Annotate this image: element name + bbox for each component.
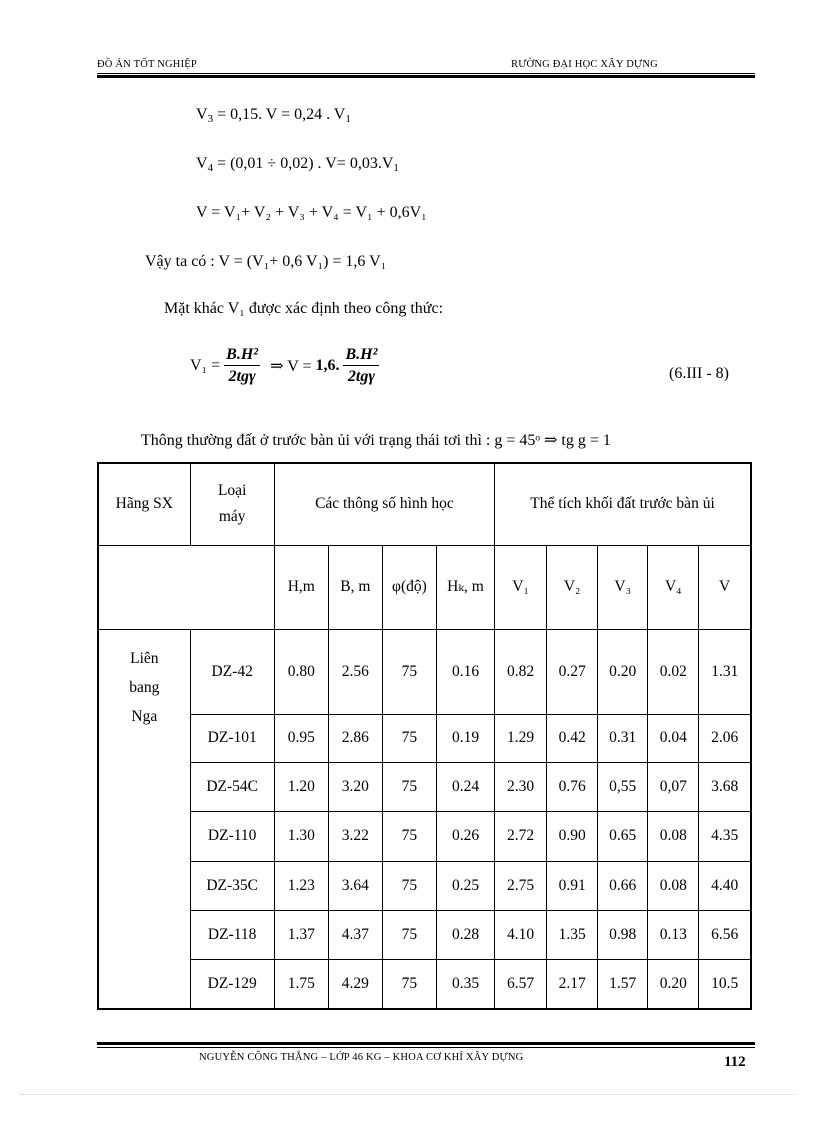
cell-model: DZ-42: [190, 629, 274, 714]
cell: 2.17: [547, 959, 598, 1009]
cell: 10.5: [699, 959, 751, 1009]
cell: 0.91: [547, 861, 598, 910]
cell-model: DZ-101: [190, 714, 274, 762]
vay-ta-co: Vậy ta có : V = (V₁+ 0,6 V₁) = 1,6 V₁: [145, 253, 387, 270]
cell: 0.25: [436, 861, 494, 910]
equation-v3: $V_3 = 0,15$. V = 0,24 . $V_1$: [196, 106, 351, 125]
cell-model: DZ-129: [190, 959, 274, 1009]
cell: 0.20: [598, 629, 648, 714]
cell: 0.19: [436, 714, 494, 762]
cell: 0.35: [436, 959, 494, 1009]
cell: 0.95: [274, 714, 328, 762]
header-b: B, m: [328, 545, 382, 629]
table-row: [98, 959, 751, 1009]
mat-khac: Mặt khác V₁ được xác định theo công thức:: [164, 300, 444, 317]
thong-thuong: Thông thường đất ở trước bàn ủi với trạng thái tơi thì : g = 45ᵒ ⇒ tg g = 1: [141, 432, 611, 449]
header-phi: φ(độ): [382, 545, 436, 629]
cell: 6.56: [699, 910, 751, 959]
cell: 1.29: [495, 714, 547, 762]
cell: 75: [382, 714, 436, 762]
table-row: [98, 811, 751, 861]
header-v4: V₄: [648, 545, 699, 629]
cell: 0.31: [598, 714, 648, 762]
cell: 3.64: [328, 861, 382, 910]
cell: 75: [382, 629, 436, 714]
formula-label: (6.III - 8): [669, 365, 729, 382]
cell-model: DZ-54C: [190, 762, 274, 811]
header-hk: Hₖ, m: [436, 545, 494, 629]
cell: 75: [382, 762, 436, 811]
cell: 6.57: [495, 959, 547, 1009]
cell: 0.98: [598, 910, 648, 959]
cell: 2.06: [699, 714, 751, 762]
footer-text: NGUYỄN CÔNG THẮNG – LỚP 46 KG – KHOA CƠ KHÍ XÂY DỰNG: [199, 1052, 524, 1063]
cell: 1.75: [274, 959, 328, 1009]
cell: 0.16: [436, 629, 494, 714]
cell: 1.37: [274, 910, 328, 959]
cell: 75: [382, 861, 436, 910]
cell: 0.24: [436, 762, 494, 811]
bulldozer-table: [97, 462, 752, 1010]
page-number: 112: [724, 1054, 746, 1070]
cell: 1.30: [274, 811, 328, 861]
cell: 4.35: [699, 811, 751, 861]
cell: 75: [382, 959, 436, 1009]
cell: 0.66: [598, 861, 648, 910]
header-blank: [98, 545, 274, 629]
cell: 0.76: [547, 762, 598, 811]
cell: 2.75: [495, 861, 547, 910]
footer-rule: [97, 1047, 755, 1048]
header-v2: V₂: [547, 545, 598, 629]
cell: 75: [382, 910, 436, 959]
cell: 4.29: [328, 959, 382, 1009]
cell: 4.10: [495, 910, 547, 959]
header-geometry: Các thông số hình học: [274, 463, 494, 545]
cell: 75: [382, 811, 436, 861]
cell: 0.80: [274, 629, 328, 714]
header-h: H,m: [274, 545, 328, 629]
cell: 0.08: [648, 811, 699, 861]
cell: 0.82: [495, 629, 547, 714]
cell: 4.40: [699, 861, 751, 910]
cell: 2.86: [328, 714, 382, 762]
table-row: [98, 910, 751, 959]
cell: 0.28: [436, 910, 494, 959]
header-model: Loại máy: [190, 463, 274, 545]
cell: 0.27: [547, 629, 598, 714]
table-row: [98, 861, 751, 910]
cell: 0.13: [648, 910, 699, 959]
cell: 0,07: [648, 762, 699, 811]
cell: 0.26: [436, 811, 494, 861]
cell: 0.65: [598, 811, 648, 861]
cell: 1.57: [598, 959, 648, 1009]
cell: 0.42: [547, 714, 598, 762]
cell: 3.68: [699, 762, 751, 811]
header-left: ĐỒ ÁN TỐT NGHIỆP: [97, 59, 197, 70]
header-volume: Thể tích khối đất trước bàn ủi: [495, 463, 751, 545]
fraction-2: $\frac{\text{B.H²}}{\text{2tgγ}}$: [345, 346, 378, 385]
cell: 1.31: [699, 629, 751, 714]
equation-sum: V = V₁+ V₂ + V₃ + V₄ = V₁ + 0,6V₁: [196, 204, 427, 221]
footer-rule-thick: [97, 1042, 755, 1045]
cell: 1.23: [274, 861, 328, 910]
cell-model: DZ-110: [190, 811, 274, 861]
cell: 2.56: [328, 629, 382, 714]
group-cell: Liên bang Nga: [98, 629, 190, 1009]
cell: 3.22: [328, 811, 382, 861]
cell: 1.20: [274, 762, 328, 811]
cell: 2.30: [495, 762, 547, 811]
cell: 2.72: [495, 811, 547, 861]
table-row: [98, 762, 751, 811]
header-rule-thick: [97, 75, 755, 78]
header-v3: V₃: [598, 545, 648, 629]
cell: 0.90: [547, 811, 598, 861]
cell: 1.35: [547, 910, 598, 959]
header-v: V: [699, 545, 751, 629]
cell-model: DZ-35C: [190, 861, 274, 910]
table-row: [98, 629, 751, 714]
cell: 4.37: [328, 910, 382, 959]
cell-model: DZ-118: [190, 910, 274, 959]
header-v1: V₁: [495, 545, 547, 629]
fraction-1: $\frac{\text{B.H²}}{\text{2tgγ}}$: [226, 346, 259, 385]
cell: 0.02: [648, 629, 699, 714]
page-bottom-dots: [20, 1094, 796, 1095]
cell: 3.20: [328, 762, 382, 811]
cell: 0,55: [598, 762, 648, 811]
cell: 0.08: [648, 861, 699, 910]
cell: 0.04: [648, 714, 699, 762]
formula-6-III-8: V₁ = $\frac{\text{B.H²}}{\text{2tgγ}}$ ⇒ V = 1,6. $\frac{\text{B.H²}}{\text{2tgγ}}$: [190, 346, 378, 385]
header-manufacturer: Hãng SX: [98, 463, 190, 545]
header-rule: [97, 73, 755, 74]
cell: 0.20: [648, 959, 699, 1009]
header-right: RƯỜNG ĐẠI HỌC XÂY DỰNG: [511, 59, 658, 70]
equation-v4: $V_4 = (0,01 \div 0,02)$ . $V= 0,03.V_1$: [196, 155, 399, 174]
table-row: [98, 714, 751, 762]
